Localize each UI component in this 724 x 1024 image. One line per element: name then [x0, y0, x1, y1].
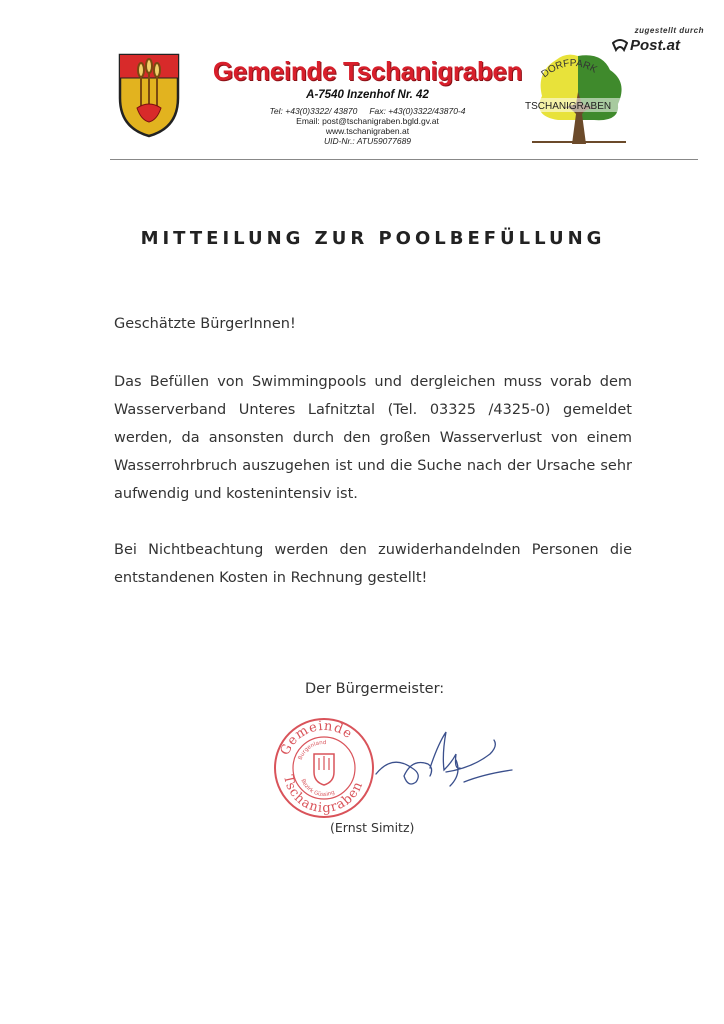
dorfpark-tree-logo [522, 52, 632, 144]
coat-of-arms-icon [117, 52, 181, 138]
signer-name: (Ernst Simitz) [330, 820, 415, 835]
postage-line: zugestellt durch [634, 26, 704, 35]
seal-inner-top: Burgenland [297, 739, 327, 761]
tree-logo-top-text: DORFPARK [539, 57, 599, 81]
handwritten-signature [372, 724, 522, 804]
body-paragraph: Das Befüllen von Swimmingpools und dergleichen muss vorab dem Wasserverband Unteres Lafnitztal (Tel. 03325 /4325-0) gemeldet werden, da ansonsten durch den großen Wasserverlust von einem Wasserrohrbruch auszugehen ist und die Suche nach der Ursache sehr aufwendig und kostenintensiv ist. [114, 374, 632, 502]
municipal-seal-stamp [272, 716, 376, 820]
header-divider [110, 159, 698, 160]
contact-phone-fax [180, 106, 555, 116]
municipality-name: Gemeinde Tschanigraben [212, 56, 523, 86]
signer-label: Der Bürgermeister: [305, 681, 445, 697]
contact-uid: UID-Nr.: ATU59077689 [323, 136, 412, 146]
svg-text:Burgenland [298, 740, 327, 761]
post-brand: Post.at [630, 37, 681, 54]
seal-outer-bottom: Tschanigraben [280, 773, 367, 817]
seal-outer-top: Gemeinde [277, 718, 356, 758]
salutation: Geschätzte BürgerInnen! [114, 316, 296, 332]
body-paragraph: Bei Nichtbeachtung werden den zuwiderhandelnden Personen die entstandenen Kosten in Rechnung gestellt! [114, 542, 632, 586]
contact-website: www.tschanigraben.at [325, 126, 410, 136]
contact-email: Email: post@tschanigraben.bgld.gv.at [296, 116, 439, 126]
post-horn-icon [612, 38, 628, 52]
phone-number: Tel: +43(0)3322/ 43870 [269, 106, 358, 116]
tree-logo-bottom-text: TSCHANIGRABEN [525, 101, 612, 112]
document-title: MITTEILUNG ZUR POOLBEFÜLLUNG [140, 228, 606, 249]
municipality-address: A-7540 Inzenhof Nr. 42 [306, 89, 429, 101]
fax-number: Fax: +43(0)3322/43870-4 [369, 106, 466, 116]
seal-inner-bottom: Bezirk Güssing [299, 778, 336, 799]
